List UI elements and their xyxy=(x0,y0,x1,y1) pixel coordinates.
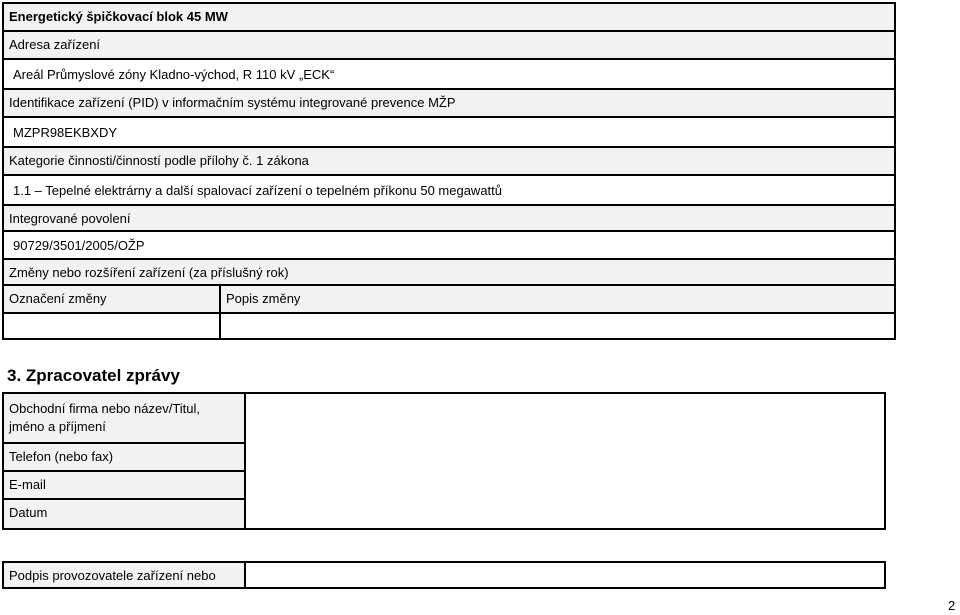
category-label: Kategorie činnosti/činností podle přílohy č. 1 zákona xyxy=(2,146,896,174)
change-id-header: Označení změny xyxy=(2,284,221,312)
company-label-line2: jméno a příjmení xyxy=(9,419,106,434)
signature-field[interactable] xyxy=(246,563,884,587)
signature-row xyxy=(2,561,886,589)
change-desc-cell[interactable] xyxy=(219,312,896,340)
pid-value: MZPR98EKBXDY xyxy=(2,116,896,146)
signature-label: Podpis provozovatele zařízení nebo xyxy=(4,563,246,587)
change-desc-header: Popis změny xyxy=(219,284,896,312)
change-id-cell[interactable] xyxy=(2,312,221,340)
address-label: Adresa zařízení xyxy=(2,30,896,58)
address-value: Areál Průmyslové zóny Kladno-východ, R 110 kV „ECK“ xyxy=(2,58,896,88)
company-label-line1: Obchodní firma nebo název/Titul, xyxy=(9,401,201,416)
processor-table xyxy=(2,392,886,530)
processor-heading: 3. Zpracovatel zprávy xyxy=(7,366,180,385)
pid-label: Identifikace zařízení (PID) v informačním systému integrované prevence MŽP xyxy=(2,88,896,116)
date-label: Datum xyxy=(4,500,246,528)
permit-label: Integrované povolení xyxy=(2,204,896,230)
processor-values-area[interactable] xyxy=(246,394,884,528)
email-label: E-mail xyxy=(4,472,246,500)
page-number: 2 xyxy=(948,598,956,613)
changes-label: Změny nebo rozšíření zařízení (za příslušný rok) xyxy=(2,258,896,284)
facility-name: Energetický špičkovací blok 45 MW xyxy=(2,2,896,30)
company-label xyxy=(4,394,246,444)
phone-label: Telefon (nebo fax) xyxy=(4,444,246,472)
category-value: 1.1 – Tepelné elektrárny a další spalovací zařízení o tepelném příkonu 50 megawattů xyxy=(2,174,896,204)
permit-value: 90729/3501/2005/OŽP xyxy=(2,230,896,258)
